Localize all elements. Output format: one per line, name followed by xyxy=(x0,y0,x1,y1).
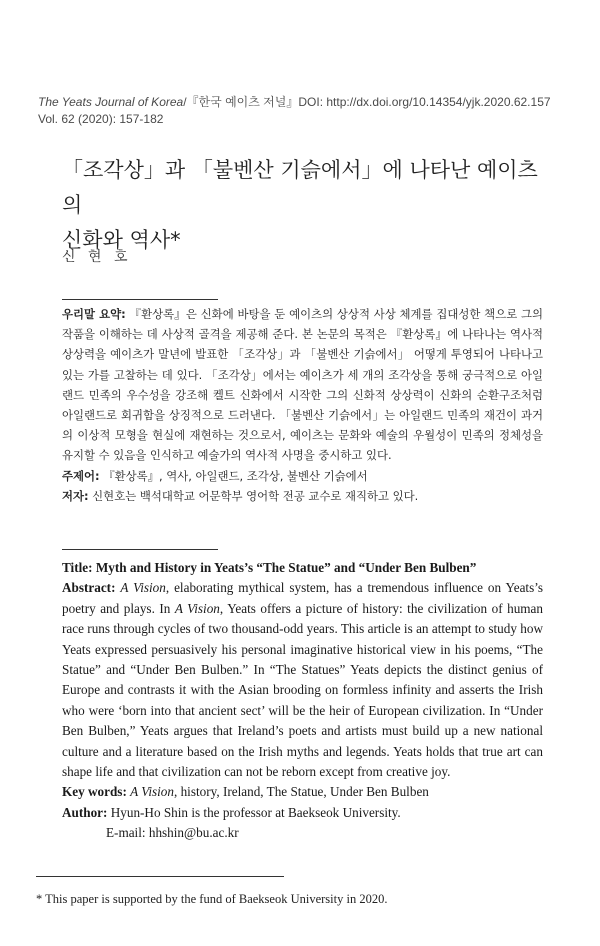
paper-title-line-1: 「조각상」과 「불벤산 기슭에서」에 나타난 예이츠의 xyxy=(62,158,538,217)
english-title: Title: Myth and History in Yeats’s “The Statue” and “Under Ben Bulben” xyxy=(62,560,477,575)
footnote: * This paper is supported by the fund of Baekseok University in 2020. xyxy=(36,892,388,906)
journal-header xyxy=(38,94,551,128)
author-text: Hyun-Ho Shin is the professor at Baekseok University. xyxy=(107,804,401,820)
korean-keywords-label: 주제어: xyxy=(62,468,100,483)
keywords-rest: , history, Ireland, The Statue, Under Ben Bulben xyxy=(173,784,429,800)
korean-author xyxy=(62,486,543,506)
korean-keywords-text: 『환상록』, 역사, 아일랜드, 조각상, 불벤산 기슭에서 xyxy=(99,468,368,483)
paper-title-line-2: 신화와 역사* xyxy=(62,228,181,252)
abstract-seg-5: , Yeats offers a picture of history: the civilization of human race runs through cycles of two thousand-odd years. This article is an attempt to study how Yeats expressed persuasively his personal imaginative historical view in his poems, “The Statue” and “Under Ben Bulben.” In “The Statues” Yeats depicts the distinct genius of Europe and contrasts it with the Asian brooding on formless infinity and asserts the Irish who were ‘born into that ancient sect’ will be the heir of European civilization. In “Under Ben Bulben,” Yeats argues that Ireland’s poets and artists must build up a new national culture and a literature based on the Irish myths and legends. Yeats holds that true art can shape life and that civilization can not be reborn except from creative joy. xyxy=(62,600,543,780)
korean-summary-label: 우리말 요약: xyxy=(62,307,126,321)
abstract-italic-1: A Vision xyxy=(120,580,166,596)
korean-abstract xyxy=(62,304,543,506)
journal-citation-line xyxy=(38,94,551,111)
korean-keywords xyxy=(62,466,543,486)
abstract-seg-3: , elaborating mythical system, has a tremendous influence on Yeats’s poetry and plays. In xyxy=(62,580,544,616)
english-abstract-body xyxy=(62,578,543,782)
journal-name: The Yeats Journal of Korea xyxy=(38,95,184,109)
paper-author: 신 현 호 xyxy=(62,249,132,265)
korean-author-label: 저자: xyxy=(62,488,89,503)
english-abstract xyxy=(62,558,543,844)
keywords-label: Key words: xyxy=(62,784,127,800)
abstract-label: Abstract: xyxy=(62,580,116,596)
journal-doi: /『한국 예이츠 저널』DOI: http://dx.doi.org/10.14354/yjk.2020.62.157 xyxy=(183,95,551,109)
paper-title xyxy=(62,153,552,258)
korean-summary xyxy=(62,304,543,466)
author-label: Author: xyxy=(62,804,108,820)
english-abstract-rule xyxy=(62,549,218,550)
keywords-italic: A Vision xyxy=(130,784,174,800)
abstract-italic-2: A Vision xyxy=(174,600,220,616)
english-keywords xyxy=(62,782,543,802)
author-email: E-mail: hhshin@bu.ac.kr xyxy=(106,825,239,841)
english-author xyxy=(62,803,543,823)
korean-author-text: 신현호는 백석대학교 어문학부 영어학 전공 교수로 재직하고 있다. xyxy=(88,488,419,503)
journal-volume: Vol. 62 (2020): 157-182 xyxy=(38,112,164,126)
footnote-rule xyxy=(36,876,284,877)
korean-summary-text: 『환상록』은 신화에 바탕을 둔 예이츠의 상상적 사상 체계를 집대성한 책으로 그의 작품을 이해하는 데 사상적 골격을 제공해 준다. 본 논문의 목적은 『환상록』에 나타나는 역사적 상상력을 예이츠가 말년에 발표한 「조각상」과 「불벤산 기슭에서」 어떻게 투영되어 나타나고 있는 가를 고찰하는 데 있다. 「조각상」에서는 예이츠가 세 개의 조각상을 통해 궁극적으로 아일랜드 민족의 우수성을 강조해 켈트 신화에서 시작한 그의 신화적 상상력이 신화의 순환구조처럼 아일랜드로 회귀함을 상징적으로 드러낸다. 「불벤산 기슭에서」는 아일랜드 민족의 재건이 과거의 이상적 모형을 현실에 재현하는 것으로서, 예이츠는 문화와 예술의 우월성이 민족의 정체성을 유지할 수 있음을 인식하고 예술가의 역사적 사명을 중시하고 있다. xyxy=(62,307,544,463)
korean-abstract-rule xyxy=(62,299,218,300)
